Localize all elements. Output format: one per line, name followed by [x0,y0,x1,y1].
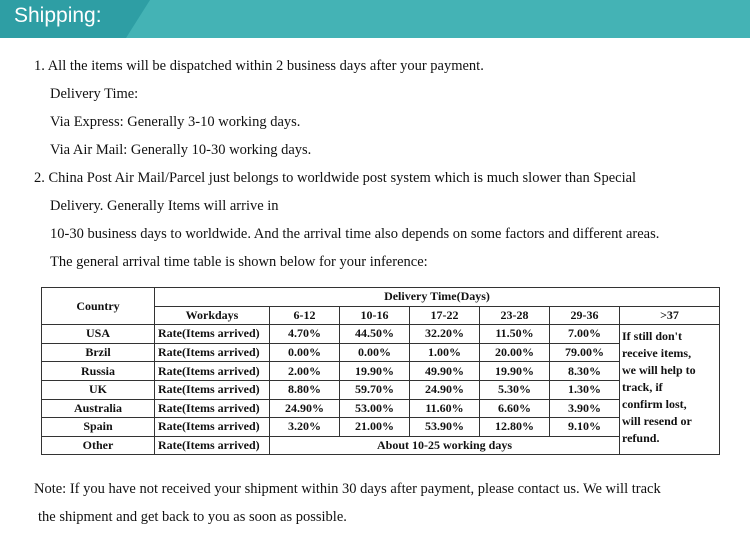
range-header: >37 [620,306,720,325]
rate-cell: 6.60% [480,399,550,418]
country-cell: USA [42,325,155,344]
table-row [42,418,720,437]
delivery-arrive-line: Delivery. Generally Items will arrive in [50,198,279,214]
rate-cell: 0.00% [270,343,340,362]
note-line: we will help to [622,363,696,378]
workdays-header: Workdays [155,306,270,325]
dispatch-line: 1. All the items will be dispatched within 2 business days after your payment. [34,58,484,74]
rate-label-cell: Rate(Items arrived) [155,399,270,418]
rate-cell: 21.00% [340,418,410,437]
rate-cell: 24.90% [270,399,340,418]
rate-cell: 8.30% [550,362,620,381]
rate-cell: 11.50% [480,325,550,344]
rate-cell: 24.90% [410,380,480,399]
rate-cell: 20.00% [480,343,550,362]
rate-cell: 32.20% [410,325,480,344]
rate-cell: 44.50% [340,325,410,344]
rate-cell: 3.20% [270,418,340,437]
rate-label-cell: Rate(Items arrived) [155,380,270,399]
note-line: receive items, [622,346,692,361]
rate-cell: 53.00% [340,399,410,418]
rate-cell: 1.00% [410,343,480,362]
rate-cell: 7.00% [550,325,620,344]
rate-label-cell: Rate(Items arrived) [155,418,270,437]
table-intro-line: The general arrival time table is shown below for your inference: [50,254,428,270]
footer-note-line: Note: If you have not received your shipment within 30 days after payment, please contact us. We will track [34,481,661,497]
delivery-time-label: Delivery Time: [50,86,139,102]
delivery-time-header: Delivery Time(Days) [155,288,720,307]
table-row [42,343,720,362]
other-delivery-cell: About 10-25 working days [270,436,620,455]
country-header: Country [42,288,155,325]
table-row [42,362,720,381]
business-days-line: 10-30 business days to worldwide. And the arrival time also depends on some factors and different areas. [50,226,660,242]
table-row [42,399,720,418]
rate-cell: 1.30% [550,380,620,399]
express-line: Via Express: Generally 3-10 working days. [50,114,301,130]
rate-cell: 3.90% [550,399,620,418]
china-post-line: 2. China Post Air Mail/Parcel just belongs to worldwide post system which is much slower than Special [34,170,637,186]
country-cell: UK [42,380,155,399]
rate-cell: 5.30% [480,380,550,399]
footer-note-line-2: the shipment and get back to you as soon as possible. [38,509,347,525]
rate-label-cell: Rate(Items arrived) [155,362,270,381]
table-row [42,325,720,344]
range-header: 10-16 [340,306,410,325]
resend-note-cell [620,325,720,455]
shipping-header-bar [0,0,750,38]
rate-label-cell: Rate(Items arrived) [155,343,270,362]
rate-cell: 9.10% [550,418,620,437]
rate-cell: 59.70% [340,380,410,399]
country-cell: Russia [42,362,155,381]
note-line: will resend or [622,414,692,429]
rate-cell: 2.00% [270,362,340,381]
rate-cell: 12.80% [480,418,550,437]
rate-cell: 4.70% [270,325,340,344]
country-cell: Other [42,436,155,455]
page-title: Shipping: [14,4,102,27]
range-header: 29-36 [550,306,620,325]
rate-cell: 11.60% [410,399,480,418]
rate-cell: 8.80% [270,380,340,399]
range-header: 23-28 [480,306,550,325]
rate-cell: 79.00% [550,343,620,362]
delivery-time-table [41,287,720,455]
table-row [42,380,720,399]
rate-label-cell: Rate(Items arrived) [155,325,270,344]
note-line: track, if [622,380,663,395]
range-header: 17-22 [410,306,480,325]
note-line: refund. [622,431,660,446]
range-header: 6-12 [270,306,340,325]
airmail-line: Via Air Mail: Generally 10-30 working days. [50,142,312,158]
table-row [42,436,720,455]
note-line: If still don't [622,329,683,344]
rate-cell: 19.90% [340,362,410,381]
country-cell: Australia [42,399,155,418]
rate-cell: 0.00% [340,343,410,362]
note-line: confirm lost, [622,397,687,412]
rate-cell: 49.90% [410,362,480,381]
rate-cell: 53.90% [410,418,480,437]
country-cell: Spain [42,418,155,437]
country-cell: Brzil [42,343,155,362]
rate-label-cell: Rate(Items arrived) [155,436,270,455]
rate-cell: 19.90% [480,362,550,381]
